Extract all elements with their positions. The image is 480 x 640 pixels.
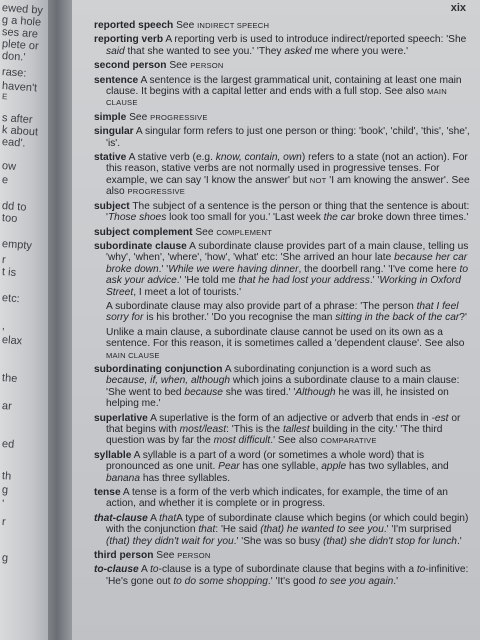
entry-singular: singular A singular form refers to just one person or thing: 'book', 'child', 'this', 'she', 'is'. [94,126,470,149]
left-page-line: etc: [1,292,21,306]
left-page-line: haven't [1,80,38,95]
left-page-line: ar [1,400,13,413]
left-page-line: the [1,372,18,386]
left-page-line: r [1,516,7,529]
left-page-line: ed [1,438,15,451]
left-page-line: ewed by [1,2,44,17]
left-page-line: g [1,484,9,497]
left-page-line: g a hole [1,14,42,29]
left-page-line: dd to [1,200,27,214]
subordinate-clause-paragraph-2: A subordinate clause may also provide part of a phrase: 'The person that I feel sorry for is his brother.' 'Do you recognise the man sitting in the back of the car?' [106,300,467,324]
left-page-line: g [1,552,9,565]
left-page-line: r [1,254,7,267]
entry-subject: subject The subject of a sentence is the person or thing that the sentence is about: 'Those shoes look too small for you.' 'Last week the car broke down three times.' [94,200,470,224]
entry-second-person: second person See PERSON [94,60,224,72]
entry-sentence: sentence A sentence is the largest grammatical unit, containing at least one main clause. It begins with a capital letter and ends with a full stop. See also MAIN CLAUSE [94,74,462,108]
entry-reported-speech: reported speech See INDIRECT SPEECH [94,20,270,31]
subordinate-clause-paragraph-3: Unlike a main clause, a subordinate clause cannot be used on its own as a sentence. For this reason, it is sometimes called a 'dependent clause'. See also MAIN CLAUSE [106,326,465,360]
left-page-line: too [1,212,18,226]
left-page-line: don.' [1,50,26,64]
left-page-line: k about [1,124,39,139]
entry-syllable: syllable A syllable is a part of a word (or sometimes a whole word) that is pronounced as one unit. Pear has one syllable, apple has two syllables, and banana has three syllables. [94,449,449,484]
left-page-line: e [1,174,9,187]
entry-to-clause: to-clause A to-clause is a type of subordinate clause that begins with a to-infinitive: 'He's gone out to do some shopping.' 'It's good to see you again.' [94,564,469,587]
entry-superlative: superlative A superlative is the form of an adjective or adverb that ends in -est or that begins with most/least: 'This is the tallest building in the city.' 'The third question was by far the most difficult.' See also COMPARATIVE [94,412,461,447]
left-page-line: E [1,92,8,102]
entry-stative: stative A stative verb (e.g. know, contain, own) refers to a state (not an action). For this reason, stative verbs are not normally used in progressive tenses. For example, we can say 'I know the answer' but NOT 'I am knowing the answer'. See also PROGRESSIVE [94,152,470,198]
entry-subject-complement: subject complement See COMPLEMENT [94,226,272,238]
entry-that-clause: that-clause A thatA type of subordinate clause which begins (or which could begin) with the conjunction that: 'He said (that) he wanted to see you.' 'I'm surprised (that) they didn't wait for you.' 'She was so busy (that) she didn't stop for lunch.' [94,512,469,547]
left-page-line: ' [1,498,5,511]
left-page-line: t is [1,266,17,279]
left-page-line: s after [1,112,33,127]
left-page-line: rase: [1,66,27,80]
left-page-line: elax [1,334,23,348]
entry-simple: simple See PROGRESSIVE [94,111,208,123]
book-gutter [48,0,74,640]
left-page-line: ow [1,160,17,173]
glossary-entries [94,20,472,590]
left-page-line: ead'. [1,136,26,150]
entry-subordinating-conjunction: subordinating conjunction A subordinating conjunction is a word such as because, if, when, although which joins a subordinate clause to a main clause: 'She went to bed because she was tired.' 'Although he was ill, he insisted on helping me.' [94,363,460,410]
left-page-line: ses are [1,26,39,41]
entry-tense: tense A tense is a form of the verb which indicates, for example, the time of an action, and whether it is complete or in progress. [94,487,448,510]
page-number: xix [450,2,466,14]
left-page-edge [0,0,52,640]
entry-subordinate-clause: subordinate clause A subordinate clause provides part of a main clause, telling us 'why', 'when', 'where', 'how', 'what' etc: 'She arrived an hour late because her car broke down.' 'While we were having dinner, the doorbell rang.' 'I've come here to ask your advice.' 'He told me that he had lost your address.' 'Working in Oxford Street, I meet a lot of tourists.' [94,240,469,298]
entry-reporting-verb: reporting verb A reporting verb is used to introduce indirect/reported speech: 'She said that she wanted to see you.' 'They asked me where you were.' [94,34,467,57]
left-page-line: plete or [1,38,40,53]
left-page-line: empty [1,238,33,253]
glossary-page [72,0,480,640]
left-page-line: th [1,470,12,483]
left-page-line: , [1,320,6,333]
entry-third-person: third person See PERSON [94,550,211,562]
